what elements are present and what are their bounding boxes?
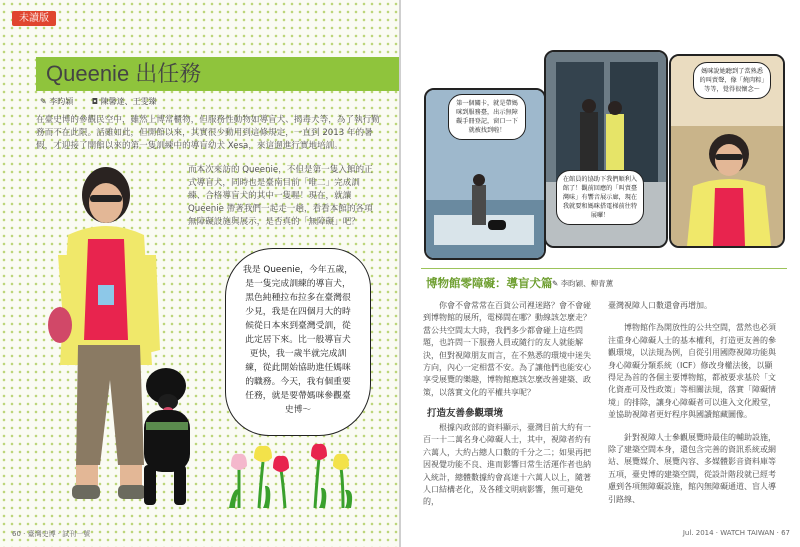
photographer-name: 陳馨達、王雯臻 (100, 97, 157, 106)
section-tag: 未讀版 (12, 11, 56, 26)
tulip-illustration (225, 440, 370, 510)
left-page (0, 0, 399, 547)
sidebar-rule (421, 268, 787, 269)
article-title: Queenie 出任務 (46, 61, 202, 86)
queenie-speech-bubble: 我是 Queenie，今年五歲，是一隻完成訓練的導盲犬，黑色純種拉布拉多在臺灣很少見，我是在四個月大的時候從日本來到臺灣受訓，從此定居下來。比一般導盲犬更快，我一歲半就完成訓練，從此開始協助進任媽咪的職務。今天，我有個重要任務，就是要帶媽咪參觀臺史博～ (225, 248, 371, 436)
credits (40, 96, 173, 107)
speech-bubble-exhibit: 媽咪說她聽到了當熟悉的叫賣聲，像「燒肉粽」等等，覺得很懷念～ (693, 62, 771, 99)
sidebar-title: 博物館零障礙：導盲犬篇 (426, 276, 553, 290)
body-column-1-continued: 根據內政部的資料顯示，臺灣目前大約有一百一十二萬名身心障礙人士，其中，視障者約有六萬人，大約占總人口數的千分之二；如果再把因視覺功能不良、進而影響日常生活運作者也納入統計，總體數據約會高達十六萬人以上，隨著人口結構老化，及各種文明病影響，無可避免的， (423, 423, 591, 507)
guide-dog-photo (128, 360, 198, 510)
page-folio-left: 60 ‧ 臺灣史博 ‧ 試刊一號 (12, 530, 91, 538)
subheading: 打造友善參觀環境 (427, 408, 504, 419)
intro-paragraph-2: 而本次來訪的 Queenie，不但是第一隻入館的正式導盲犬，同時也是臺南目前「唯二」完成訓練、合格導盲犬的其中一隻喔！現在，就讓 Queenie 帶著我們一起走一趟，看看本館的各項無障礙設施與展示，是否真的「無障礙」吧？ (188, 165, 373, 227)
col2-paragraph-2: 博物館作為開放性的公共空間，當然也必須注重身心障礙人士的基本權利，打造更友善的參觀環境，以法規為例，自從引用國際視障功能與身心障礙分類系統（ICF）修改身權法後，以顯得足為首的各個主要博物館，都被要求基於「文化資產可及性政策」等相關法規，落實「障礙情境」的排除，讓身心障礙者可以進入文化殿堂，並協助視障者更好程序與國讀館藏圖像。 (608, 323, 776, 420)
title-bar (36, 57, 399, 91)
body-column-1: 你會不會常常在百貨公司裡迷路？會不會碰到博物館的展所，電梯間在哪？動線該怎麼走？當公共空間太大時，我們多少都會碰上這些問題，也許問一下服務人員或隨行的友人就能解決，但對視障朋友而言，在不熟悉的環境中迷失方向，內心一定相當不安。為了讓他們也能安心享受展覽的樂趣，博物館應該怎麼改善建築、政策，以落實文化的平權共享呢？ (423, 301, 591, 397)
writer-credit: ✎ 李昀穎 (40, 97, 74, 106)
speech-bubble-elevator: 在館員的協助下我們順利入館了！觀前回應的「叫賣臺灣味」有響音展示廊，現在我就要和媽咪搭電梯前往特展囉！ (556, 170, 644, 225)
sidebar-credits: ✎ 李昀穎、柳青薰 (552, 279, 614, 288)
intro-paragraph: 在臺史博的參觀民空中，雖然上博常櫃物，但服務性動物如導盲犬、揭毒犬等，為了執行勤務而不在此限。話雖如此，但開館以來，其實很少動用到這條規定，一直到 2013 年的暑假，才迎接了開館以來的第一隻訓練中的導盲幼犬 Xesa，來這遛進行實地培訓。 (36, 115, 380, 151)
speech-bubble-service-desk: 第一個關卡，就是帶媽咪到服務臺，出示無障礙手冊登記，窗口一下就被找到啦！ (448, 94, 526, 140)
col2-paragraph-3: 針對視障人士參觀展覽時最佳的輔助設施，除了建築空間本身，還包含完善的資訊系統或網站、展覽媒介、展覽內容、多媒體影音資料庫等五項，臺史博的建築空間，從設計階段就已經考慮到各項無障礙設施，館內無障礙通道、盲人導引路線、 (608, 432, 776, 504)
sidebar-credits-names: 李昀穎、柳青薰 (560, 279, 614, 288)
body-column-2 (608, 300, 780, 516)
page-folio-right: Jul. 2014 ‧ WATCH TAIWAN ‧ 67 (682, 529, 790, 537)
col2-paragraph-1: 臺灣視障人口數還會再增加。 (608, 301, 712, 310)
photographer-credit: ◘ 陳馨達、王雯臻 (91, 97, 157, 106)
right-page (401, 0, 800, 547)
writer-name: 李昀穎 (49, 97, 74, 106)
